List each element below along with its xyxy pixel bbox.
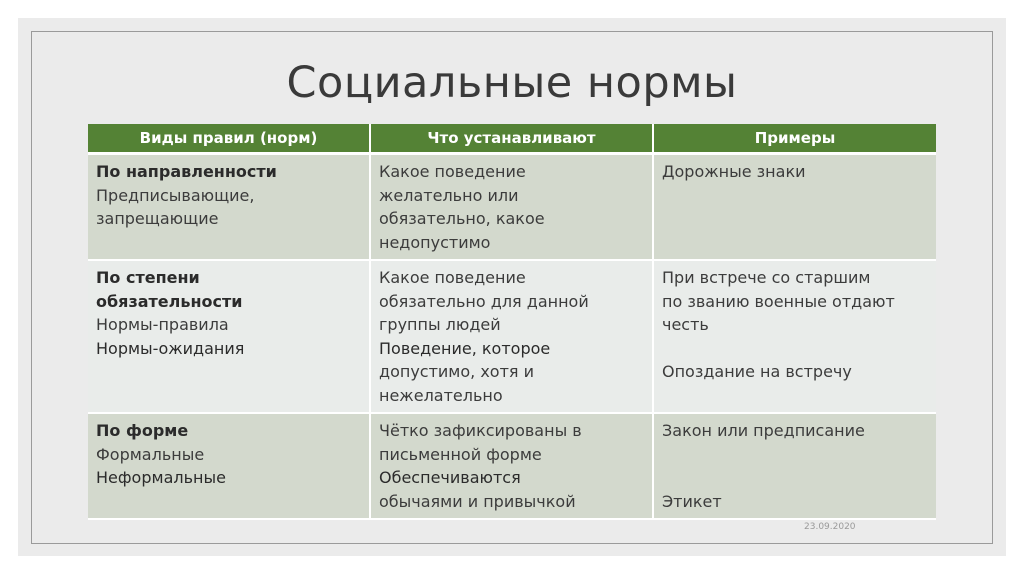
cell-line: допустимо, хотя и [379, 362, 535, 381]
row-heading: По направленности [96, 162, 277, 181]
header-examples: Примеры [653, 124, 936, 154]
cell-line: Нормы-правила [96, 315, 229, 334]
cell-line: обычаями и привычкой [379, 491, 576, 511]
cell-what [370, 260, 653, 413]
cell-line: Дорожные знаки [662, 162, 806, 181]
cell-line: Какое поведение [379, 162, 526, 181]
cell-example [653, 413, 936, 519]
table-row [88, 413, 936, 519]
table-row [88, 260, 936, 413]
row-heading: обязательности [96, 291, 243, 311]
cell-example [653, 260, 936, 413]
cell-line: При встрече со старшим [662, 268, 871, 287]
table-row [88, 154, 936, 261]
cell-line: Закон или предписание [662, 421, 865, 440]
spacer [662, 443, 928, 490]
norms-table [88, 124, 936, 520]
cell-example [653, 154, 936, 261]
cell-line: группы людей [379, 315, 501, 334]
cell-line: Этикет [662, 491, 722, 511]
table-header-row [88, 124, 936, 154]
cell-what [370, 413, 653, 519]
cell-line: желательно или [379, 185, 519, 205]
cell-type [88, 154, 370, 261]
cell-line: Обеспечиваются [379, 468, 521, 487]
header-what-establishes: Что устанавливают [370, 124, 653, 154]
slide-title: Социальные нормы [286, 58, 738, 108]
cell-line: честь [662, 315, 709, 334]
cell-line: Формальные [96, 444, 205, 464]
row-heading: По форме [96, 421, 189, 440]
cell-line: Чётко зафиксированы в [379, 421, 582, 440]
cell-line: Поведение, которое [379, 338, 551, 358]
cell-what [370, 154, 653, 261]
header-types: Виды правил (норм) [88, 124, 370, 154]
cell-line: недопустимо [379, 232, 491, 252]
cell-line: по званию военные отдают [662, 291, 895, 311]
row-heading: По степени [96, 268, 200, 287]
cell-line: Какое поведение [379, 268, 526, 287]
cell-line: письменной форме [379, 444, 542, 464]
spacer [662, 337, 928, 361]
cell-line: Опоздание на встречу [662, 362, 852, 381]
cell-type [88, 260, 370, 413]
cell-line: Неформальные [96, 468, 226, 487]
cell-line: обязательно для данной [379, 291, 589, 311]
cell-line: запрещающие [96, 209, 219, 228]
cell-line: обязательно, какое [379, 209, 545, 228]
cell-type [88, 413, 370, 519]
slide-date: 23.09.2020 [804, 522, 856, 532]
cell-line: Нормы-ожидания [96, 338, 245, 358]
cell-line: Предписывающие, [96, 185, 255, 205]
cell-line: нежелательно [379, 385, 503, 405]
